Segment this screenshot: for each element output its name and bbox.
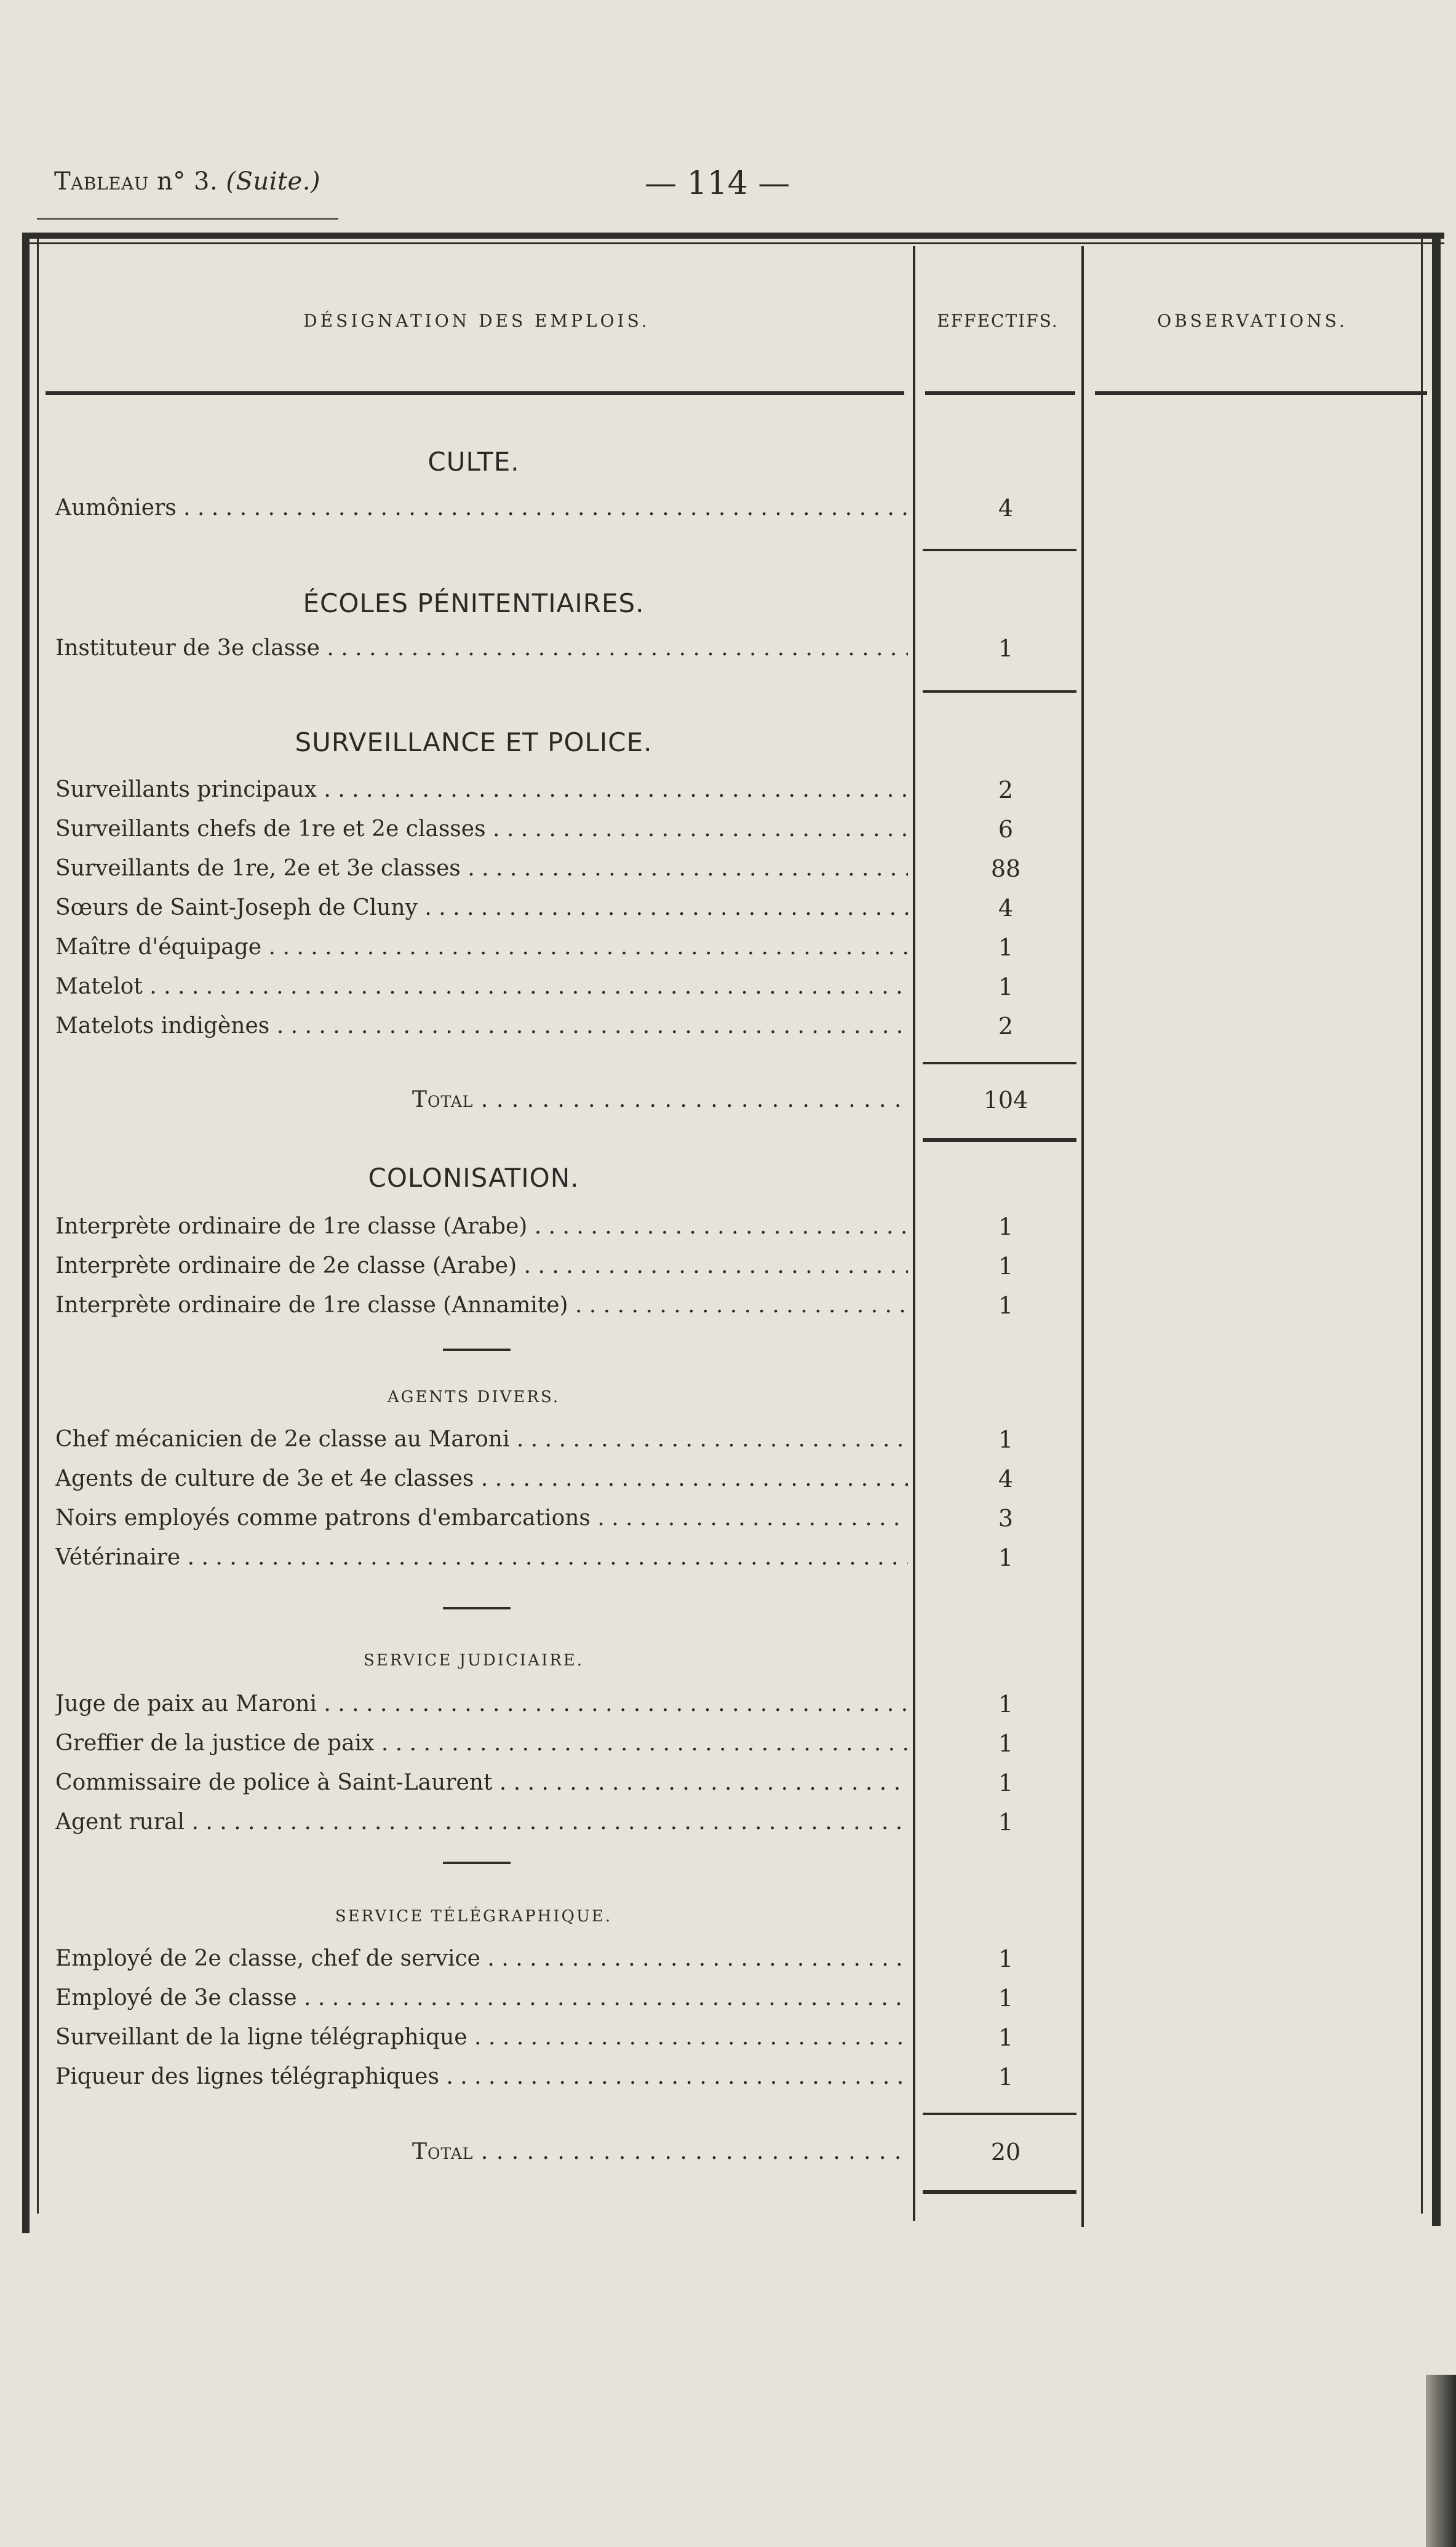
table-row bbox=[55, 491, 908, 525]
table-left-border bbox=[22, 233, 30, 2233]
table-label: Tableau bbox=[54, 167, 149, 196]
row-label: Chef mécanicien de 2e classe au Maroni . . . bbox=[55, 1422, 908, 1457]
row-value: 1 bbox=[998, 934, 1014, 961]
table-row bbox=[55, 1766, 908, 1800]
page-edge-shadow bbox=[1426, 2375, 1456, 2547]
table-row bbox=[55, 1981, 908, 2015]
subsection-title-telegraphique: SERVICE TÉLÉGRAPHIQUE. bbox=[335, 1907, 613, 1926]
suite-label: (Suite.) bbox=[226, 167, 321, 196]
table-row bbox=[55, 631, 908, 666]
row-value: 1 bbox=[998, 1945, 1014, 1972]
column-header-effectifs: EFFECTIFS. bbox=[937, 311, 1059, 331]
row-value: 1 bbox=[998, 1809, 1014, 1836]
total-value: 20 bbox=[990, 2138, 1021, 2166]
row-label: Instituteur de 3e classe . . . bbox=[55, 631, 908, 666]
table-row bbox=[55, 812, 908, 847]
row-value: 1 bbox=[998, 2024, 1014, 2051]
section-title-ecoles: ÉCOLES PÉNITENTIAIRES. bbox=[303, 588, 645, 618]
header-rule bbox=[37, 218, 338, 220]
row-value: 1 bbox=[998, 1426, 1014, 1453]
row-value: 1 bbox=[998, 2063, 1014, 2091]
table-row bbox=[55, 1288, 908, 1323]
row-value: 1 bbox=[998, 635, 1014, 662]
divider-rule bbox=[443, 1862, 511, 1864]
divider-rule bbox=[443, 1607, 511, 1609]
total-rule bbox=[923, 1062, 1076, 1064]
table-row bbox=[55, 970, 908, 1004]
row-label: Agents de culture de 3e et 4e classes . . . bbox=[55, 1462, 908, 1496]
header-underline-effectifs bbox=[925, 391, 1075, 395]
row-value: 2 bbox=[998, 776, 1014, 803]
total-row bbox=[55, 1083, 908, 1117]
total-rule-bottom bbox=[923, 1138, 1076, 1142]
row-label: Interprète ordinaire de 1re classe (Annamite) . . . bbox=[55, 1288, 908, 1323]
column-divider-effectifs bbox=[913, 246, 915, 2221]
row-label: Matelots indigènes . . . bbox=[55, 1009, 908, 1043]
table-row bbox=[55, 1501, 908, 1536]
table-row bbox=[55, 2020, 908, 2055]
header-underline-designation bbox=[46, 391, 904, 395]
row-value: 1 bbox=[998, 1253, 1014, 1280]
row-label: Sœurs de Saint-Joseph de Cluny . . . bbox=[55, 891, 908, 925]
row-label: Agent rural . . . bbox=[55, 1805, 908, 1840]
table-row bbox=[55, 1249, 908, 1283]
total-label: Total . . . bbox=[55, 1083, 908, 1117]
table-row bbox=[55, 1805, 908, 1840]
table-right-border-inner bbox=[1421, 233, 1423, 2214]
table-number: n° 3. bbox=[157, 167, 218, 196]
row-label: Juge de paix au Maroni . . . bbox=[55, 1687, 908, 1721]
section-title-culte: CULTE. bbox=[428, 447, 520, 477]
table-top-border-inner bbox=[30, 242, 1444, 244]
row-label: Employé de 3e classe . . . bbox=[55, 1981, 908, 2015]
section-rule bbox=[923, 690, 1076, 693]
total-label: Total . . . bbox=[55, 2135, 908, 2169]
row-value: 1 bbox=[998, 1213, 1014, 1240]
total-row bbox=[55, 2135, 908, 2169]
row-value: 1 bbox=[998, 1292, 1014, 1319]
row-label: Aumôniers . . . bbox=[55, 491, 908, 525]
total-value: 104 bbox=[983, 1086, 1028, 1114]
row-value: 2 bbox=[998, 1013, 1014, 1040]
row-label: Surveillant de la ligne télégraphique . . . bbox=[55, 2020, 908, 2055]
section-title-surveillance: SURVEILLANCE ET POLICE. bbox=[295, 727, 653, 757]
section-rule bbox=[923, 549, 1076, 551]
row-value: 6 bbox=[998, 816, 1014, 843]
total-rule-bottom bbox=[923, 2190, 1076, 2194]
table-row bbox=[55, 1210, 908, 1244]
subsection-title-agents-divers: AGENTS DIVERS. bbox=[387, 1388, 560, 1406]
row-value: 1 bbox=[998, 1691, 1014, 1718]
row-value: 1 bbox=[998, 1730, 1014, 1757]
row-value: 4 bbox=[998, 895, 1014, 922]
table-row bbox=[55, 1422, 908, 1457]
row-label: Interprète ordinaire de 1re classe (Arabe) . . . bbox=[55, 1210, 908, 1244]
table-row bbox=[55, 891, 908, 925]
table-top-border bbox=[30, 233, 1444, 239]
table-row bbox=[55, 1009, 908, 1043]
row-value: 1 bbox=[998, 973, 1014, 1000]
row-label: Surveillants de 1re, 2e et 3e classes . . . bbox=[55, 851, 908, 886]
table-left-border-inner bbox=[37, 233, 39, 2214]
table-row bbox=[55, 2060, 908, 2094]
header-underline-observations bbox=[1095, 391, 1427, 395]
row-value: 4 bbox=[998, 495, 1014, 522]
table-right-border bbox=[1432, 233, 1441, 2226]
table-row bbox=[55, 851, 908, 886]
row-value: 4 bbox=[998, 1465, 1014, 1493]
row-label: Commissaire de police à Saint-Laurent . . . bbox=[55, 1766, 908, 1800]
row-label: Surveillants principaux . . . bbox=[55, 773, 908, 807]
row-label: Piqueur des lignes télégraphiques . . . bbox=[55, 2060, 908, 2094]
table-row bbox=[55, 1541, 908, 1575]
row-label: Noirs employés comme patrons d'embarcations . . . bbox=[55, 1501, 908, 1536]
row-label: Interprète ordinaire de 2e classe (Arabe) . . . bbox=[55, 1249, 908, 1283]
table-row bbox=[55, 1687, 908, 1721]
row-value: 3 bbox=[998, 1505, 1014, 1532]
column-header-designation: DÉSIGNATION DES EMPLOIS. bbox=[303, 311, 650, 331]
total-rule bbox=[923, 2113, 1076, 2115]
row-label: Employé de 2e classe, chef de service . . . bbox=[55, 1942, 908, 1976]
subsection-title-judiciaire: SERVICE JUDICIAIRE. bbox=[363, 1651, 584, 1670]
row-value: 1 bbox=[998, 1544, 1014, 1571]
row-label: Matelot . . . bbox=[55, 970, 908, 1004]
row-value: 1 bbox=[998, 1769, 1014, 1796]
row-label: Greffier de la justice de paix . . . bbox=[55, 1726, 908, 1761]
table-row bbox=[55, 773, 908, 807]
row-value: 88 bbox=[990, 855, 1021, 882]
row-label: Maître d'équipage . . . bbox=[55, 930, 908, 965]
divider-rule bbox=[443, 1349, 511, 1351]
table-reference bbox=[54, 167, 320, 196]
table-row bbox=[55, 1462, 908, 1496]
table-row bbox=[55, 1942, 908, 1976]
table-row bbox=[55, 1726, 908, 1761]
column-header-observations: OBSERVATIONS. bbox=[1157, 311, 1348, 331]
page-number: — 114 — bbox=[645, 165, 790, 202]
row-label: Surveillants chefs de 1re et 2e classes . . . bbox=[55, 812, 908, 847]
row-label: Vétérinaire . . . bbox=[55, 1541, 908, 1575]
section-title-colonisation: COLONISATION. bbox=[368, 1163, 579, 1193]
row-value: 1 bbox=[998, 1985, 1014, 2012]
table-row bbox=[55, 930, 908, 965]
